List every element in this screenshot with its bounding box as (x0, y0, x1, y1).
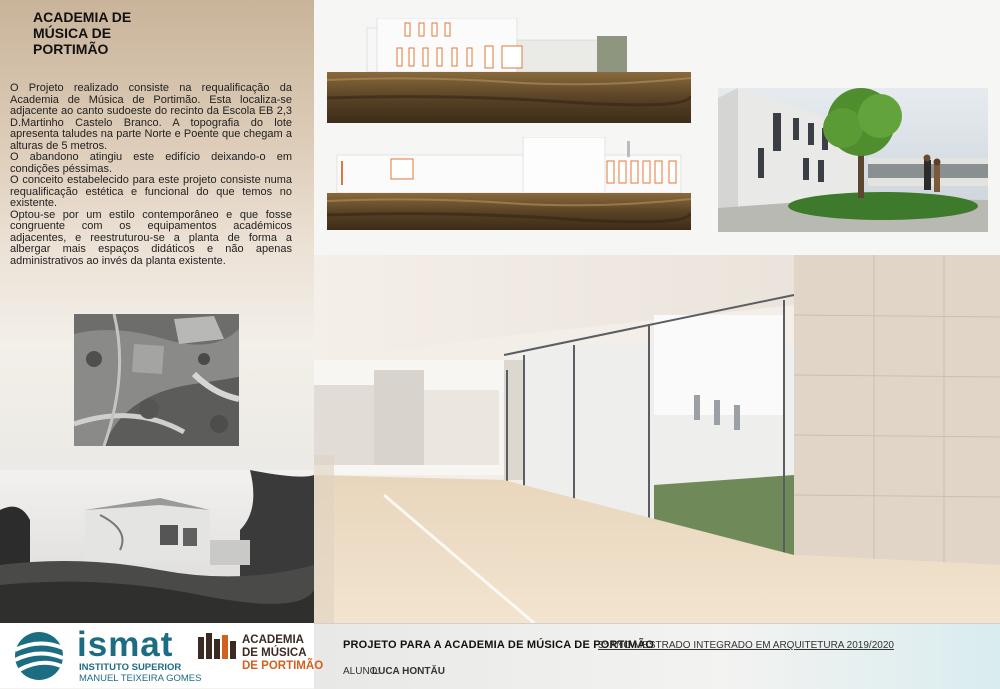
amp-logo-line3: DE PORTIMÃO (242, 660, 324, 672)
student-name: LUCA HONTĂU (372, 666, 445, 677)
amp-logo-line1: ACADEMIA (242, 634, 304, 646)
footer-title-bar (314, 623, 1000, 689)
student-label: ALUNO: (343, 666, 381, 677)
ismat-logo-wordmark: ismat (77, 625, 174, 664)
description-paragraph: O conceito estabelecido para este projeto consiste numa requalificação estética e funcional do que temos no existente. (10, 174, 292, 209)
ismat-globe-icon (11, 630, 71, 682)
elevation-drawing-bottom (327, 137, 691, 230)
course-info: 3º ANO MESTRADO INTEGRADO EM ARQUITETURA 2019/2020 (598, 640, 894, 651)
ismat-subtitle-line2: MANUEL TEIXEIRA GOMES (79, 673, 202, 684)
description-paragraph: O Projeto realizado consiste na requalificação da Academia de Música de Portimão. Esta localiza-se adjacente ao canto sudoeste do recinto da Escola EB 2,3 D.Martinho Castelo Branco. A topografia do lote apresenta taludes na parte Norte e Poente que chegam a alturas de 5 metros. (10, 82, 292, 152)
ismat-subtitle-line1: INSTITUTO SUPERIOR (79, 662, 182, 673)
aerial-photo (74, 314, 239, 446)
project-description (10, 83, 292, 267)
amp-logo-mark (198, 633, 240, 659)
amp-logo-line2: DE MÚSICA (242, 647, 307, 659)
poster-title: ACADEMIA DE MÚSICA DE PORTIMÃO (33, 9, 132, 57)
existing-building-photo (0, 470, 314, 623)
exterior-render-small (718, 88, 988, 232)
project-title: PROJETO PARA A ACADEMIA DE MÚSICA DE PORTIMÃO (343, 639, 655, 651)
interior-render-large (314, 255, 1000, 623)
ismat-logo (11, 630, 71, 682)
elevation-drawing-top (327, 18, 691, 123)
description-paragraph: O abandono atingiu este edifício deixando-o em condições péssimas. (10, 151, 292, 175)
amp-logo-icon (198, 633, 240, 659)
description-paragraph: Optou-se por um estilo contemporâneo e que fosse congruente com os equipamentos académicos adjacentes, e reestruturou-se a planta de forma a albergar mais espaços didáticos e não apenas administrativos ao invés da planta existente. (10, 208, 292, 267)
